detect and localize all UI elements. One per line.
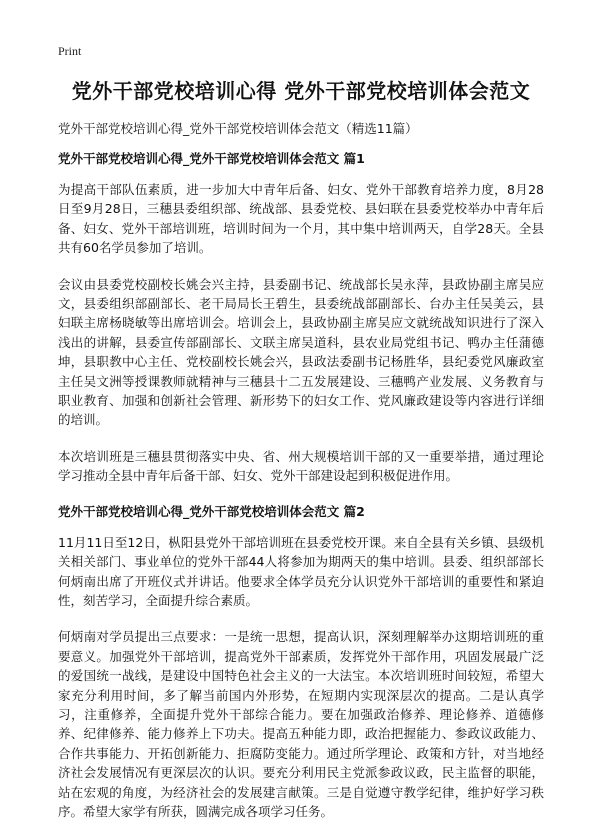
page-subtitle: 党外干部党校培训心得_党外干部党校培训体会范文（精选11篇）: [58, 121, 418, 136]
section-1: [58, 151, 544, 486]
print-link[interactable]: Print: [58, 44, 82, 58]
paragraph: 为提高干部队伍素质，进一步加大中青年后备、妇女、党外干部教育培养力度，8月28日至9月28日，三穗县委组织部、统战部、县委党校、县妇联在县委党校举办中青年后备、妇女、党外干部培训班，培训时间为一个月，其中集中培训两天，自学28天。全县共有60名学员参加了培训。: [58, 182, 544, 256]
paragraph: 会议由县委党校副校长姚会兴主持，县委副书记、统战部长吴永萍，县政协副主席吴应文，县委组织部副部长、老干局局长王碧生，县委统战部副部长、台办主任吴美云，县妇联主席杨晓敏等出席培训会。培训会上，县政协副主席吴应文就统战知识进行了深入浅出的讲解，县委宣传部副部长、文联主席吴道科，县农业局党组书记、鸭办主任蒲德坤，县职教中心主任、党校副校长姚会兴，县政法委副书记杨胜华，县纪委党风廉政室主任吴文洲等授课教师就精神与三穗县十二五发展建设、三穗鸭产业发展、义务教育与职业教育、加强和创新社会管理、新形势下的妇女工作、党风廉政建设等内容进行详细的培训。: [58, 276, 544, 428]
paragraph: 11月11日至12日，枞阳县党外干部培训班在县委党校开课。来自全县有关乡镇、县级机关相关部门、事业单位的党外干部44人将参加为期两天的集中培训。县委、组织部部长何炳南出席了开班仪式并讲话。他要求全体学员充分认识党外干部培训的重要性和紧迫性，刻苦学习，全面提升综合素质。: [58, 534, 544, 608]
section-heading: 党外干部党校培训心得_党外干部党校培训体会范文 篇1: [58, 151, 365, 166]
paragraph: 本次培训班是三穗县贯彻落实中央、省、州大规模培训干部的又一重要举措，通过理论学习推动全县中青年后备干部、妇女、党外干部建设起到积极促进作用。: [58, 448, 544, 484]
section-heading: 党外干部党校培训心得_党外干部党校培训体会范文 篇2: [58, 503, 365, 519]
article-body: [58, 151, 544, 838]
paragraph: 何炳南对学员提出三点要求：一是统一思想，提高认识，深刻理解举办这期培训班的重要意义。加强党外干部培训，提高党外干部素质，发挥党外干部作用，巩固发展最广泛的爱国统一战线，是建设中国特色社会主义的一大法宝。本次培训班时间较短，希望大家充分利用时间，多了解当前国内外形势，在短期内实现深层次的提高。二是认真学习，注重修养，全面提升党外干部综合能力。要在加强政治修养、理论修养、道德修养、纪律修养、能力修养上下功夫。提高五种能力即，政治把握能力、参政议政能力、合作共事能力、开拓创新能力、拒腐防变能力。通过所学理论、政策和方针，对当地经济社会发展情况有更深层次的认识。要充分利用民主党派参政议政，民主监督的职能，站在宏观的角度，为经济社会的发展建言献策。三是自觉遵守教学纪律，维护好学习秩序。希望大家学有所获，圆满完成各项学习任务。: [58, 629, 544, 819]
section-2: [58, 504, 544, 822]
page-title: 党外干部党校培训心得 党外干部党校培训体会范文: [71, 79, 531, 103]
